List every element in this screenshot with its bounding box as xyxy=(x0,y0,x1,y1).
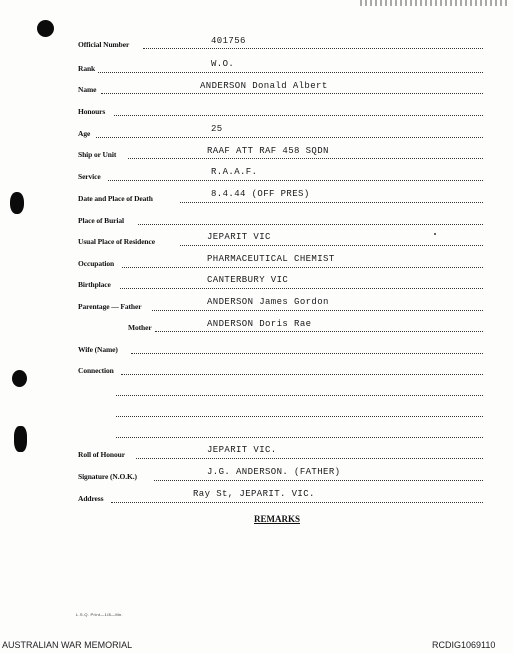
usual-residence-value: JEPARIT VIC xyxy=(207,232,271,242)
age-line xyxy=(96,137,483,138)
roll-of-honour-value: JEPARIT VIC. xyxy=(207,445,277,455)
parentage-mother-label: Mother xyxy=(128,323,152,332)
signature-nok-value: J.G. ANDERSON. (FATHER) xyxy=(207,467,341,477)
ship-or-unit-label: Ship or Unit xyxy=(78,150,117,159)
name-value: ANDERSON Donald Albert xyxy=(200,81,328,91)
footer-reference-id: RCDIG1069110 xyxy=(432,640,496,650)
address-label: Address xyxy=(78,494,104,503)
date-place-death-value: 8.4.44 (OFF PRES) xyxy=(211,189,310,199)
connection-line xyxy=(121,374,483,375)
signature-nok-line xyxy=(154,480,483,481)
service-line xyxy=(108,180,483,181)
punch-hole-icon xyxy=(10,192,24,214)
age-value: 25 xyxy=(211,124,223,134)
rank-line xyxy=(98,72,483,73)
occupation-value: PHARMACEUTICAL CHEMIST xyxy=(207,254,335,264)
printer-note: L.S.Q. Print—1/8—Mn. xyxy=(76,612,123,617)
parentage-father-line xyxy=(152,310,483,311)
connection-line-extra xyxy=(116,437,483,438)
rank-label: Rank xyxy=(78,64,96,73)
address-line xyxy=(111,502,483,503)
honours-label: Honours xyxy=(78,107,106,116)
signature-nok-label: Signature (N.O.K.) xyxy=(78,472,137,481)
roll-of-honour-label: Roll of Honour xyxy=(78,450,125,459)
speck xyxy=(434,233,436,235)
punch-hole-icon xyxy=(14,426,27,452)
name-label: Name xyxy=(78,85,97,94)
connection-line-extra xyxy=(116,416,483,417)
date-place-death-label: Date and Place of Death xyxy=(78,194,153,203)
punch-hole-icon xyxy=(12,370,27,387)
occupation-label: Occupation xyxy=(78,259,115,268)
official-number-label: Official Number xyxy=(78,40,130,49)
official-number-value: 401756 xyxy=(211,36,246,46)
date-place-death-line xyxy=(180,202,483,203)
place-burial-label: Place of Burial xyxy=(78,216,124,225)
punch-hole-icon xyxy=(37,20,54,37)
usual-residence-line xyxy=(180,245,483,246)
parentage-mother-line xyxy=(155,331,483,332)
honours-line xyxy=(114,115,483,116)
connection-line-extra xyxy=(116,395,483,396)
wife-label: Wife (Name) xyxy=(78,345,118,354)
name-line xyxy=(101,93,483,94)
service-value: R.A.A.F. xyxy=(211,167,258,177)
scan-artifact xyxy=(360,0,510,6)
footer-source: AUSTRALIAN WAR MEMORIAL xyxy=(2,640,133,650)
parentage-father-label: Parentage — Father xyxy=(78,302,142,311)
birthplace-line xyxy=(120,288,483,289)
age-label: Age xyxy=(78,129,91,138)
place-burial-line xyxy=(138,224,483,225)
remarks-heading: REMARKS xyxy=(254,514,301,524)
occupation-line xyxy=(122,267,483,268)
roll-of-honour-line xyxy=(136,458,483,459)
parentage-father-value: ANDERSON James Gordon xyxy=(207,297,329,307)
wife-line xyxy=(131,353,483,354)
rank-value: W.O. xyxy=(211,59,235,69)
ship-or-unit-line xyxy=(128,158,483,159)
connection-label: Connection xyxy=(78,366,114,375)
official-number-line xyxy=(143,48,483,49)
usual-residence-label: Usual Place of Residence xyxy=(78,237,155,246)
address-value: Ray St, JEPARIT. VIC. xyxy=(193,489,315,499)
birthplace-value: CANTERBURY VIC xyxy=(207,275,289,285)
ship-or-unit-value: RAAF ATT RAF 458 SQDN xyxy=(207,146,329,156)
birthplace-label: Birthplace xyxy=(78,280,111,289)
parentage-mother-value: ANDERSON Doris Rae xyxy=(207,319,312,329)
service-label: Service xyxy=(78,172,101,181)
